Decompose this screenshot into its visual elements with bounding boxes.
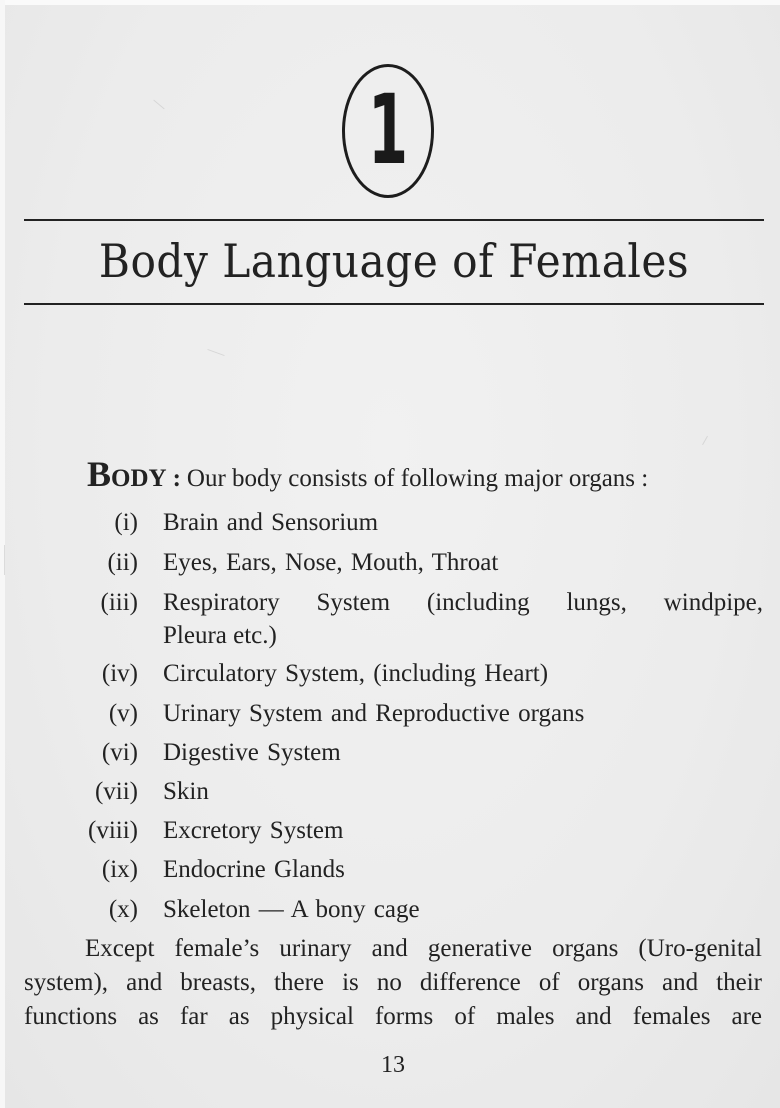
- list-item-number: (x): [108, 896, 138, 923]
- section-label-rest: ODY: [111, 465, 167, 492]
- paragraph-line: functions as far as physical forms of males and females are: [24, 1003, 762, 1030]
- section-colon: :: [172, 465, 181, 492]
- chapter-number-badge: [342, 64, 434, 198]
- list-item-number: (v): [108, 700, 138, 727]
- list-item-number: (i): [114, 509, 138, 536]
- section-label: [87, 454, 167, 494]
- paper-speck: [702, 436, 708, 445]
- list-item-text: Endocrine Glands: [163, 856, 345, 883]
- chapter-number: 1: [367, 74, 409, 186]
- list-item-text: Eyes, Ears, Nose, Mouth, Throat: [163, 549, 499, 576]
- list-item-number: (ix): [101, 856, 138, 883]
- title-rule-top: [24, 219, 764, 221]
- list-item-number: (iv): [101, 660, 138, 687]
- paper-speck: [207, 349, 224, 356]
- paragraph-line: system), and breasts, there is no difference of organs and their: [24, 969, 762, 996]
- title-rule-bottom: [24, 303, 764, 305]
- page-edge-top: [0, 0, 780, 5]
- list-item-continuation: Pleura etc.): [163, 622, 277, 649]
- list-item-text: Circulatory System, (including Heart): [163, 660, 549, 687]
- section-label-initial: B: [87, 454, 112, 494]
- list-item-number: (vii): [94, 778, 138, 805]
- body-paragraph: [24, 932, 762, 1034]
- paper-speck: [153, 100, 164, 110]
- list-item-text: Excretory System: [163, 817, 344, 844]
- intro-text: Our body consists of following major organs :: [186, 465, 649, 492]
- list-item-text: Skin: [163, 778, 209, 805]
- list-item-number: (viii): [88, 817, 138, 844]
- paragraph-line: Except female’s urinary and generative organs (Uro-genital: [85, 935, 762, 962]
- list-item-number: (iii): [100, 589, 138, 616]
- list-item-text: Digestive System: [163, 739, 341, 766]
- chapter-title: Body Language of Females: [98, 234, 690, 288]
- list-item-text: Respiratory System (including lungs, windpipe,: [163, 589, 763, 616]
- page-number: 13: [381, 1052, 405, 1078]
- paper-speck: [4, 545, 5, 575]
- list-item-text: Skeleton — A bony cage: [163, 896, 420, 923]
- list-item-number: (ii): [107, 549, 138, 576]
- list-item-text: Urinary System and Reproductive organs: [163, 700, 585, 727]
- list-item-number: (vi): [101, 739, 138, 766]
- intro-line: [87, 452, 648, 501]
- list-item-text: Brain and Sensorium: [163, 509, 379, 536]
